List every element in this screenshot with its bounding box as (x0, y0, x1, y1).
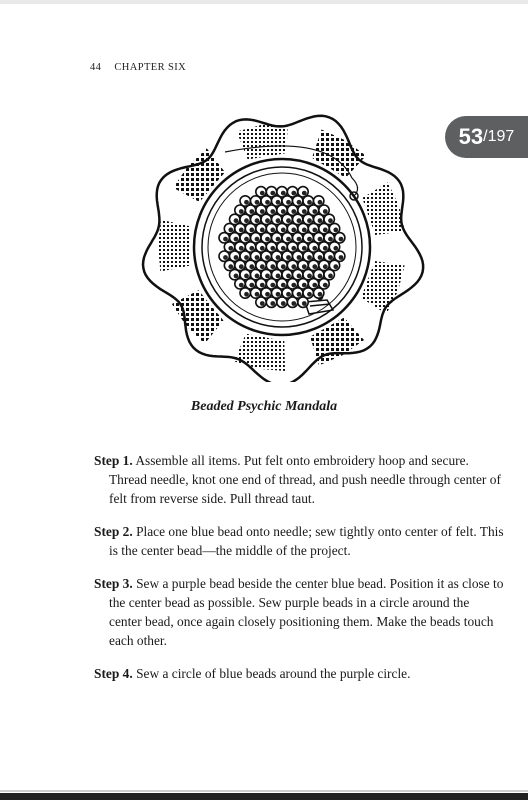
bead-shade (307, 218, 312, 223)
bead-shade (307, 274, 312, 279)
bead-shade (260, 246, 265, 251)
bead-shade (239, 264, 244, 269)
bead-shade (286, 200, 291, 205)
chapter-title: CHAPTER SIX (114, 62, 187, 73)
step-item (94, 522, 504, 560)
bead-shade (339, 255, 344, 260)
bead-shade (255, 255, 260, 260)
bead-shade (276, 292, 281, 297)
total-pages: 197 (487, 128, 515, 145)
bead-shade (255, 274, 260, 279)
bead-shade (297, 274, 302, 279)
bead-shade (297, 218, 302, 223)
bead-shade (286, 218, 291, 223)
bead-shade (228, 264, 233, 269)
bead-shade (302, 283, 307, 288)
bead-shade (323, 228, 328, 233)
figure-caption: Beaded Psychic Mandala (190, 399, 338, 414)
bead-shade (276, 218, 281, 223)
bead-shade (323, 246, 328, 251)
bead-shade (307, 292, 312, 297)
bead-shade (270, 209, 275, 214)
bead-shade (249, 228, 254, 233)
bead-shade (255, 292, 260, 297)
bead-shade (286, 255, 291, 260)
bead-shade (318, 255, 323, 260)
bead-shade (249, 283, 254, 288)
bead-shade (318, 237, 323, 242)
bead-shade (265, 292, 270, 297)
bead-shade (281, 283, 286, 288)
bead-shade (291, 246, 296, 251)
bead-shade (244, 274, 249, 279)
bead-shade (323, 264, 328, 269)
bead-shade (234, 274, 239, 279)
bead-shade (297, 200, 302, 205)
bead-shade (333, 264, 338, 269)
bead-shade (260, 191, 265, 196)
step-text: Assemble all items. Put felt onto embroidery hoop and secure. Thread needle, knot one end of thread, and push needle through center of felt from reverse side. Pull thread taut. (109, 453, 501, 506)
bead-shade (291, 283, 296, 288)
bead-shade (318, 292, 323, 297)
bead-shade (244, 200, 249, 205)
bead-shade (255, 237, 260, 242)
bead-shade (307, 255, 312, 260)
bead-shade (302, 301, 307, 306)
bead-shade (323, 209, 328, 214)
bead-shade (239, 209, 244, 214)
bead-shade (249, 246, 254, 251)
bead-cluster (219, 187, 345, 308)
bead-shade (302, 264, 307, 269)
bead-shade (291, 264, 296, 269)
bead-shade (318, 274, 323, 279)
step-text: Place one blue bead onto needle; sew tightly onto center of felt. This is the center bead—the middle of the project. (109, 524, 504, 558)
bead-shade (339, 237, 344, 242)
bead-shade (328, 218, 333, 223)
bead-shade (302, 228, 307, 233)
bead-shade (312, 283, 317, 288)
page-number: 44 (90, 62, 102, 73)
bead-shade (297, 255, 302, 260)
step-text: Sew a circle of blue beads around the purple circle. (136, 666, 411, 681)
bead-shade (255, 200, 260, 205)
bead-shade (333, 246, 338, 251)
bead-shade (307, 200, 312, 205)
bead-shade (265, 237, 270, 242)
bead-shade (281, 209, 286, 214)
bead-shade (270, 283, 275, 288)
bead-shade (223, 255, 228, 260)
bead-shade (286, 237, 291, 242)
bead-shade (328, 274, 333, 279)
bead-shade (228, 246, 233, 251)
bead-shade (265, 200, 270, 205)
bead-shade (249, 264, 254, 269)
bead-shade (328, 237, 333, 242)
bead-shade (281, 246, 286, 251)
bead-shade (260, 301, 265, 306)
step-text: Sew a purple bead beside the center blue bead. Position it as close to the center bead as possible. Sew purple beads in a circle around the center bead, once again closely positioning them. Make the beads touch each other. (109, 576, 504, 648)
bead-shade (312, 228, 317, 233)
bead-shade (244, 237, 249, 242)
bead-shade (223, 237, 228, 242)
bead-shade (276, 255, 281, 260)
bead-shade (270, 191, 275, 196)
step-label: Step 4. (94, 666, 133, 681)
bead-shade (333, 228, 338, 233)
page-bottom-line (0, 790, 528, 792)
bead-shade (302, 191, 307, 196)
bead-shade (276, 237, 281, 242)
bead-shade (270, 228, 275, 233)
bead-shade (281, 301, 286, 306)
step-label: Step 3. (94, 576, 133, 591)
step-item (94, 574, 504, 650)
felt-patch (158, 220, 190, 272)
bead-shade (270, 264, 275, 269)
bead-shade (244, 292, 249, 297)
step-label: Step 1. (94, 453, 133, 468)
bead-shade (244, 255, 249, 260)
bead-shade (281, 228, 286, 233)
bead-shade (286, 292, 291, 297)
bead-shade (307, 237, 312, 242)
bead-shade (228, 228, 233, 233)
bead-shade (312, 264, 317, 269)
bead-shade (249, 209, 254, 214)
step-item (94, 664, 504, 683)
current-page: 53 (458, 124, 484, 149)
bead-shade (260, 228, 265, 233)
bead-shade (318, 218, 323, 223)
bead-shade (244, 218, 249, 223)
bead-shade (265, 218, 270, 223)
bead-shade (276, 200, 281, 205)
bead-shade (255, 218, 260, 223)
bead-shade (328, 255, 333, 260)
bead-shade (281, 191, 286, 196)
bead-shade (260, 264, 265, 269)
bead-shade (270, 301, 275, 306)
bead-shade (239, 283, 244, 288)
bead-shade (281, 264, 286, 269)
bead-shade (234, 237, 239, 242)
bead-shade (286, 274, 291, 279)
bead-shade (265, 274, 270, 279)
mandala-illustration (130, 92, 430, 382)
page-bottom-edge (0, 793, 528, 800)
bead-shade (276, 274, 281, 279)
step-label: Step 2. (94, 524, 133, 539)
bead-shade (239, 228, 244, 233)
bead-shade (291, 191, 296, 196)
steps-list (94, 451, 504, 697)
page-separator: / (483, 128, 488, 145)
bead-shade (234, 218, 239, 223)
bead-shade (234, 255, 239, 260)
running-head (90, 62, 186, 73)
step-item (94, 451, 504, 508)
bead-shade (239, 246, 244, 251)
bead-shade (312, 209, 317, 214)
bead-shade (312, 246, 317, 251)
page-top-edge (0, 0, 528, 4)
bead-shade (323, 283, 328, 288)
page-counter-badge (445, 116, 528, 158)
bead-shade (291, 209, 296, 214)
bead-shade (302, 246, 307, 251)
bead-shade (260, 283, 265, 288)
bead-shade (302, 209, 307, 214)
bead-shade (265, 255, 270, 260)
bead-shade (270, 246, 275, 251)
bead-shade (297, 292, 302, 297)
bead-shade (291, 228, 296, 233)
bead-shade (260, 209, 265, 214)
bead-shade (291, 301, 296, 306)
bead-shade (297, 237, 302, 242)
bead-shade (318, 200, 323, 205)
